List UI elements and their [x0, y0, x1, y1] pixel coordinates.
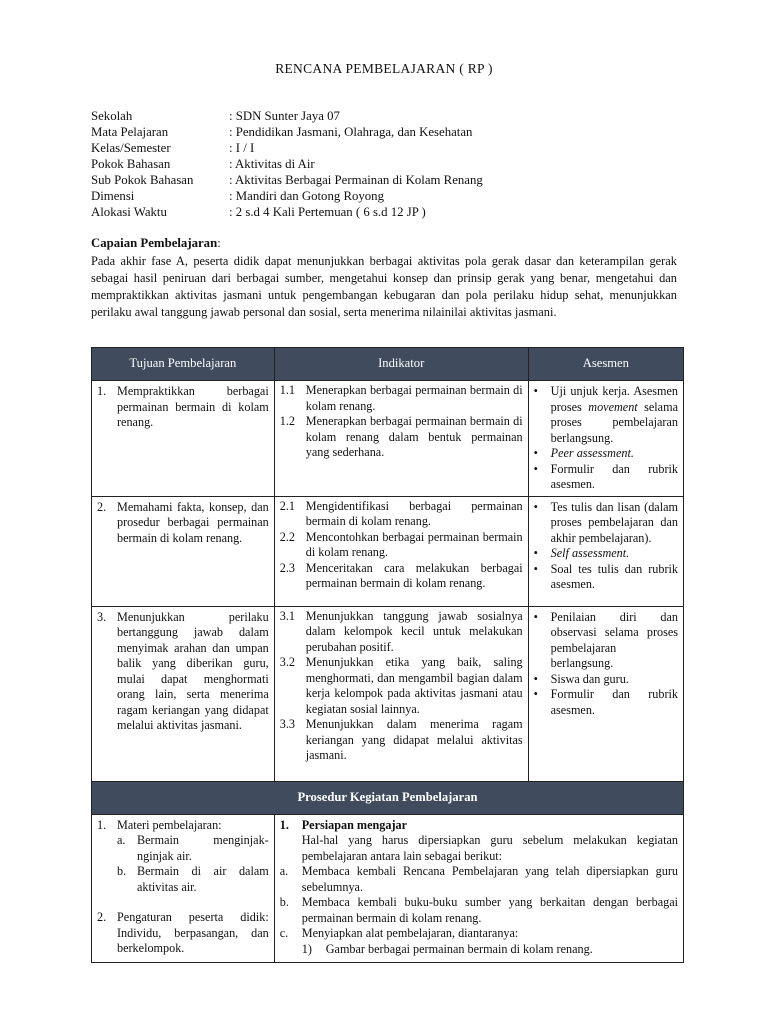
materi-item	[97, 818, 269, 834]
asesmen-item	[534, 687, 678, 718]
persiapan-item	[280, 926, 678, 942]
asesmen-cell	[528, 496, 683, 606]
table-row	[92, 496, 684, 606]
capaian-heading	[91, 236, 221, 251]
info-value: : I / I	[229, 141, 255, 155]
info-row-pokok-bahasan	[91, 156, 483, 172]
info-value: : Aktivitas di Air	[229, 157, 315, 171]
indikator-number: 2.1	[279, 498, 295, 513]
asesmen-item	[534, 546, 678, 562]
tujuan-text: Memahami fakta, konsep, dan prosedur berbagai permainan bermain di kolam renang.	[117, 499, 269, 545]
info-row-sekolah	[91, 108, 483, 124]
asesmen-text: Siswa dan guru.	[550, 671, 629, 686]
indikator-text: Menunjukkan dalam menerima ragam keriangan yang didapat melalui aktivitas jasmani.	[305, 717, 523, 762]
persiapan-sub-item	[280, 942, 678, 958]
prosedur-header: Prosedur Kegiatan Pembelajaran	[92, 781, 684, 814]
asesmen-text: Formulir dan rubrik asesmen.	[550, 461, 678, 491]
bullet-icon: •	[533, 499, 538, 514]
materi-sub-item	[97, 833, 269, 864]
indikator-item	[276, 499, 527, 530]
asesmen-cell	[528, 606, 683, 781]
tujuan-cell	[92, 381, 275, 497]
indikator-text: Menunjukkan etika yang baik, saling menghormati, dan mengambil bagian dalam kerja kelompok pada aktivitas jasmani atau kegiatan sosial lainnya.	[305, 655, 523, 716]
indikator-number: 2.3	[279, 560, 295, 575]
tujuan-item	[93, 498, 273, 549]
asesmen-list	[530, 608, 682, 721]
indikator-cell	[274, 496, 528, 606]
persiapan-text: Persiapan mengajar	[301, 817, 408, 832]
indikator-item	[276, 414, 527, 461]
tujuan-item	[93, 382, 273, 433]
persiapan-item-number: a.	[279, 864, 289, 878]
persiapan-number: 1.	[279, 817, 289, 832]
prosedur-left-cell	[92, 814, 275, 962]
info-row-sub-pokok-bahasan	[91, 172, 483, 188]
asesmen-italic-text: Peer assessment.	[550, 446, 634, 460]
persiapan-item-text: Membaca kembali buku-buku sumber yang berkaitan dengan berbagai permainan bermain di kolam renang.	[301, 895, 678, 925]
identity-block	[91, 108, 483, 220]
info-row-mata-pelajaran	[91, 124, 483, 140]
learning-table	[91, 347, 684, 963]
asesmen-item	[534, 610, 678, 672]
asesmen-text: Uji unjuk kerja. Asesmen proses	[550, 384, 678, 414]
materi-text: Materi pembelajaran:	[117, 817, 222, 832]
asesmen-item	[534, 462, 678, 493]
info-value: : 2 s.d 4 Kali Pertemuan ( 6 s.d 12 JP )	[229, 205, 426, 219]
indikator-text: Mengidentifikasi berbagai permainan bermain di kolam renang.	[305, 498, 523, 528]
bullet-icon: •	[533, 687, 538, 701]
info-value: : Mandiri dan Gotong Royong	[229, 189, 384, 203]
asesmen-item	[534, 672, 678, 688]
indikator-item	[276, 655, 527, 717]
table-header-row	[92, 348, 684, 381]
capaian-heading-text: Capaian Pembelajaran	[91, 236, 218, 250]
asesmen-text: Penilaian diri dan observasi selama proses pembelajaran berlangsung.	[550, 609, 678, 670]
indikator-text: Mencontohkan berbagai permainan bermain di kolam renang.	[305, 529, 523, 559]
info-key: Mata Pelajaran	[91, 125, 169, 139]
pengaturan-item	[97, 910, 269, 957]
header-tujuan: Tujuan Pembelajaran	[92, 348, 275, 381]
bullet-icon: •	[533, 384, 538, 398]
tujuan-number: 1.	[97, 384, 107, 398]
indikator-item	[276, 609, 527, 656]
tujuan-text: Mempraktikkan berbagai permainan bermain di kolam renang.	[117, 384, 269, 429]
tujuan-text: Menunjukkan perilaku bertanggung jawab dalam menyimak arahan dan umpan balik yang diberikan guru, mulai dapat menghormati orang lain, serta menerima ragam keriangan yang didapat melalui aktivitas jasmani.	[117, 609, 269, 732]
asesmen-cell	[528, 381, 683, 497]
prosedur-row	[92, 814, 684, 962]
bullet-icon: •	[533, 446, 538, 460]
info-key: Kelas/Semester	[91, 141, 171, 155]
materi-sub-text: Bermain di air dalam aktivitas air.	[137, 864, 269, 894]
indikator-number: 3.3	[279, 717, 295, 731]
tujuan-cell	[92, 496, 275, 606]
asesmen-list	[530, 382, 682, 495]
indikator-number: 3.2	[279, 655, 295, 669]
table-row	[92, 606, 684, 781]
info-key: Sub Pokok Bahasan	[91, 173, 194, 187]
capaian-heading-colon: :	[217, 236, 221, 250]
persiapan-heading	[280, 818, 678, 834]
asesmen-text: Soal tes tulis dan rubrik asesmen.	[550, 561, 678, 591]
asesmen-text: Tes tulis dan lisan (dalam proses pembelajaran dan akhir pembelajaran).	[550, 499, 678, 545]
materi-sub-item	[97, 864, 269, 895]
bullet-icon: •	[533, 671, 538, 686]
indikator-number: 2.2	[279, 529, 295, 544]
persiapan-item-number: b.	[279, 895, 289, 909]
info-key: Sekolah	[91, 109, 133, 123]
indikator-number: 1.1	[279, 383, 295, 397]
pengaturan-number: 2.	[97, 910, 107, 924]
materi-number: 1.	[97, 817, 107, 832]
indikator-item	[276, 561, 527, 592]
asesmen-item	[534, 500, 678, 547]
document-title: RENCANA PEMBELAJARAN ( RP )	[275, 61, 493, 76]
asesmen-text-after: selama proses pembelajaran berlangsung.	[550, 399, 678, 445]
info-value: : Aktivitas Berbagai Permainan di Kolam Renang	[229, 173, 483, 187]
persiapan-intro: Hal-hal yang harus dipersiapkan guru sebelum melakukan kegiatan pembelajaran antara lain sebagai berikut:	[301, 833, 678, 863]
materi-sub-number: a.	[117, 833, 126, 847]
asesmen-item	[534, 562, 678, 593]
indikator-text: Menerapkan berbagai permainan bermain di kolam renang.	[305, 383, 523, 413]
bullet-icon: •	[533, 609, 538, 624]
indikator-text: Menunjukkan tanggung jawab sosialnya dalam kelompok kecil untuk melakukan perubahan positif.	[305, 608, 523, 654]
info-row-kelas-semester	[91, 140, 483, 156]
materi-sub-text: Bermain menginjak-nginjak air.	[137, 833, 269, 863]
persiapan-item-text: Menyiapkan alat pembelajaran, diantaranya:	[301, 926, 519, 940]
indikator-number: 3.1	[279, 608, 295, 623]
capaian-body: Pada akhir fase A, peserta didik dapat menunjukkan berbagai aktivitas pola gerak dasar dan keterampilan gerak sebagai hasil peniruan dari berbagai sumber, mengetahui konsep dan prinsip gerak yang benar, mengetahui dan mempraktikkan aktivitas jasmani untuk pengembangan kebugaran dan pola perilaku hidup sehat, menunjukkan perilaku awal tanggung jawab personal dan sosial, serta menerima nilainilai aktivitas jasmani.	[91, 254, 677, 319]
info-value: : SDN Sunter Jaya 07	[229, 109, 340, 123]
indikator-item	[276, 717, 527, 764]
indikator-item	[276, 530, 527, 561]
asesmen-list	[530, 498, 682, 595]
tujuan-number: 3.	[97, 609, 107, 624]
indikator-item	[276, 383, 527, 414]
persiapan-item-number: c.	[279, 926, 289, 940]
info-row-alokasi-waktu	[91, 204, 483, 220]
indikator-cell	[274, 606, 528, 781]
header-asesmen: Asesmen	[528, 348, 683, 381]
prosedur-left	[93, 816, 273, 959]
persiapan-sub-text: Gambar berbagai permainan bermain di kolam renang.	[325, 941, 593, 956]
persiapan-sub-number: 1)	[301, 941, 312, 956]
asesmen-item	[534, 446, 678, 462]
info-value: : Pendidikan Jasmani, Olahraga, dan Kesehatan	[229, 125, 473, 139]
info-row-dimensi	[91, 188, 483, 204]
persiapan-item	[280, 864, 678, 895]
persiapan-item	[280, 895, 678, 926]
bullet-icon: •	[533, 546, 538, 560]
tujuan-item	[93, 608, 273, 736]
persiapan-item-text: Membaca kembali Rencana Pembelajaran yang telah dipersiapkan guru sebelumnya.	[301, 864, 678, 894]
materi-sub-number: b.	[117, 864, 127, 878]
info-key: Dimensi	[91, 189, 135, 203]
prosedur-right-cell	[274, 814, 683, 962]
indikator-cell	[274, 381, 528, 497]
info-key: Alokasi Waktu	[91, 205, 167, 219]
prosedur-header-row	[92, 781, 684, 814]
indikator-text: Menerapkan berbagai permainan bermain di kolam renang dalam bentuk permainan yang sederhana.	[305, 414, 523, 459]
bullet-icon: •	[533, 561, 538, 576]
asesmen-italic-text: Self assessment.	[550, 546, 630, 560]
asesmen-item	[534, 384, 678, 446]
tujuan-cell	[92, 606, 275, 781]
asesmen-italic-text: movement	[588, 399, 638, 414]
tujuan-number: 2.	[97, 499, 107, 514]
indikator-number: 1.2	[279, 414, 295, 428]
bullet-icon: •	[533, 461, 538, 476]
asesmen-text: Formulir dan rubrik asesmen.	[550, 687, 678, 717]
header-indikator: Indikator	[274, 348, 528, 381]
prosedur-right	[276, 816, 682, 960]
pengaturan-text: Pengaturan peserta didik: Individu, berpasangan, dan berkelompok.	[117, 910, 269, 955]
info-key: Pokok Bahasan	[91, 157, 171, 171]
indikator-text: Menceritakan cara melakukan berbagai permainan bermain di kolam renang.	[305, 560, 523, 590]
table-row	[92, 381, 684, 497]
